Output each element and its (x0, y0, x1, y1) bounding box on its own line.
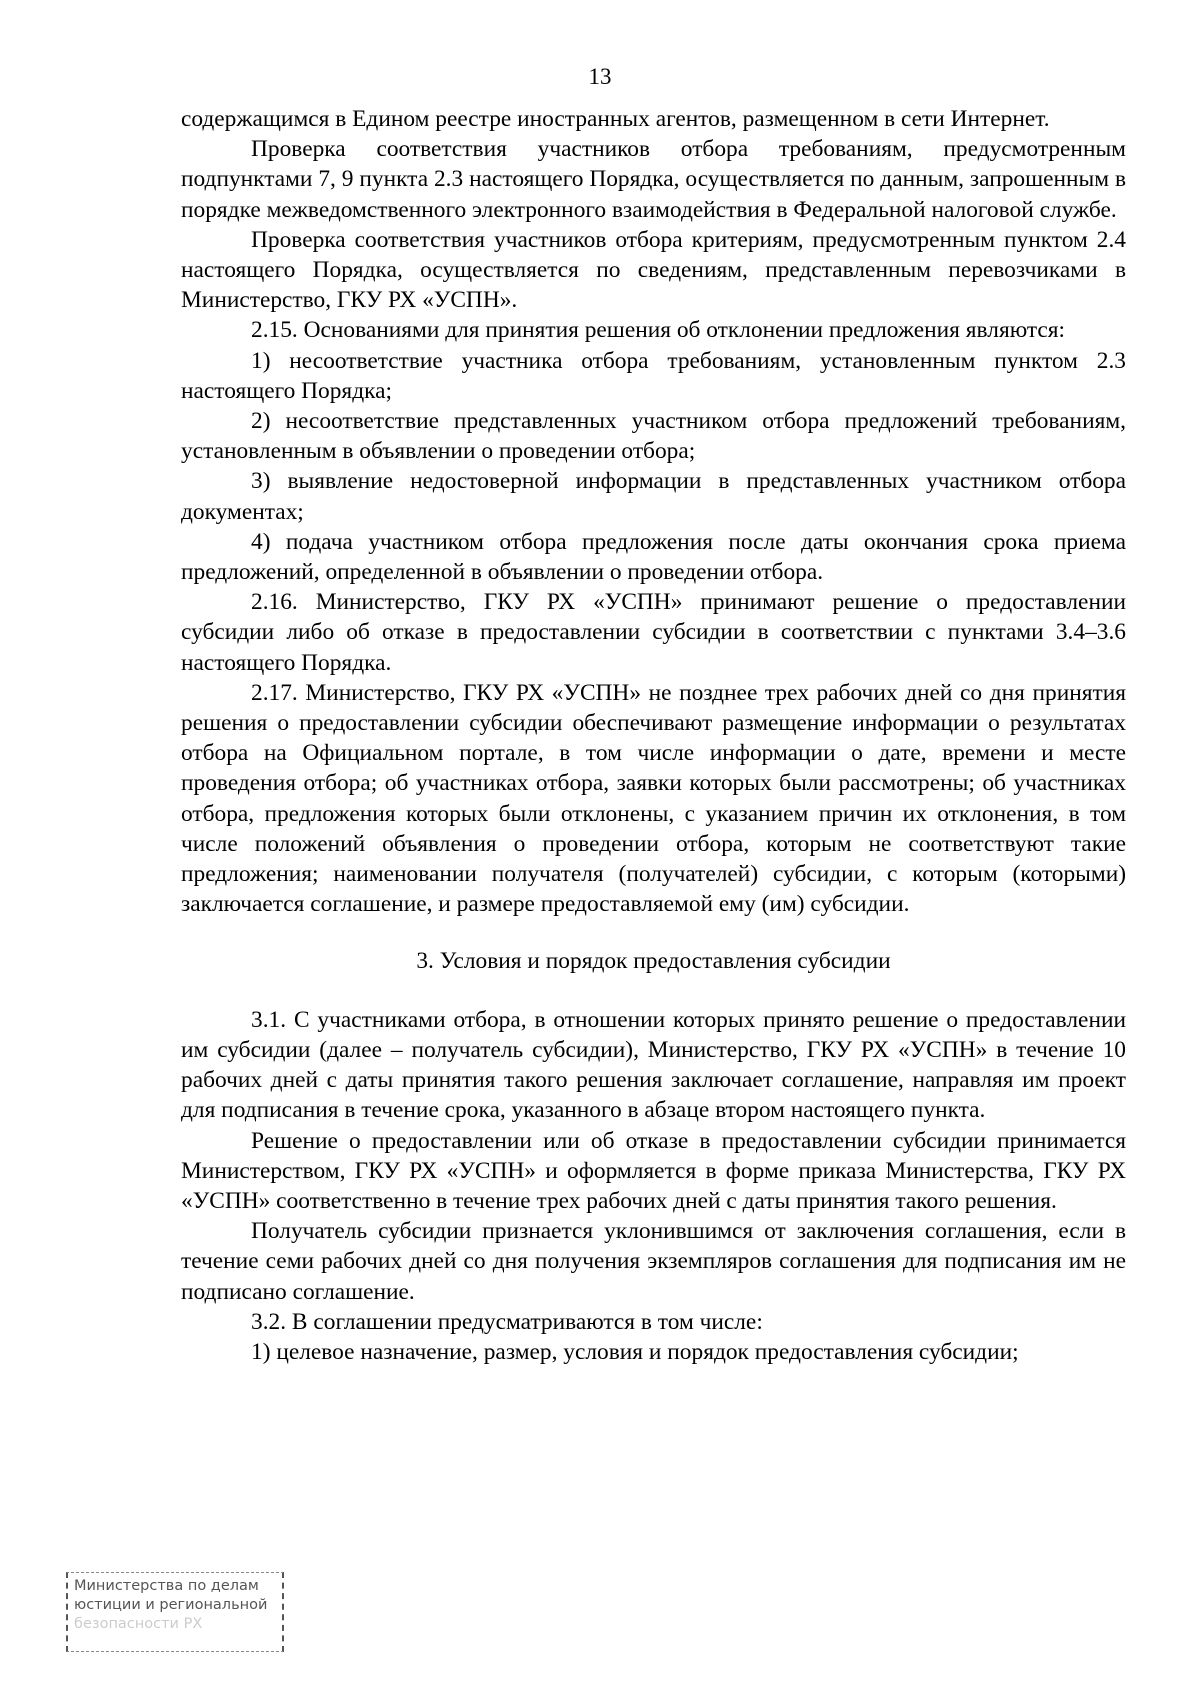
document-body (181, 104, 1126, 1367)
paragraph: Получатель субсидии признается уклонившимся от заключения соглашения, если в течение семи рабочих дней со дня получения экземпляров соглашения для подписания им не подписано соглашение. (181, 1218, 1126, 1305)
paragraph: 3) выявление недостоверной информации в представленных участником отбора документах; (181, 468, 1126, 525)
paragraph: 2.16. Министерство, ГКУ РХ «УСПН» принимают решение о предоставлении субсидии либо об отказе в предоставлении субсидии в соответствии с пунктами 3.4–3.6 настоящего Порядка. (181, 589, 1126, 676)
stamp-line-2: юстиции и региональной (74, 1597, 268, 1613)
paragraph: 3.1. С участниками отбора, в отношении которых принято решение о предоставлении им субсидии (далее – получатель субсидии), Министерство, ГКУ РХ «УСПН» в течение 10 рабочих дней с даты принятия такого решения заключает соглашение, направляя им проект для подписания в течение срока, указанного в абзаце втором настоящего пункта. (181, 1006, 1126, 1124)
paragraph: 2.17. Министерство, ГКУ РХ «УСПН» не позднее трех рабочих дней со дня принятия решения о предоставлении субсидии обеспечивают размещение информации о результатах отбора на Официальном портале, в том числе информации о дате, времени и месте проведения отбора; об участниках отбора, заявки которых были рассмотрены; об участниках отбора, предложения которых были отклонены, с указанием причин их отклонения, в том числе положений объявления о проведении отбора, которым не соответствуют такие предложения; наименовании получателя (получателей) субсидии, с которым (которыми) заключается соглашение, и размере предоставляемой ему (им) субсидии. (181, 679, 1126, 918)
paragraphs-before-heading (181, 104, 1126, 919)
paragraph: 3.2. В соглашении предусматриваются в том числе: (251, 1308, 763, 1335)
paragraph: Решение о предоставлении или об отказе в предоставлении субсидии принимается Министерством, ГКУ РХ «УСПН» и оформляется в форме приказа Министерства, ГКУ РХ «УСПН» соответственно в течение трех рабочих дней с даты принятия такого решения. (181, 1127, 1126, 1214)
registration-stamp (66, 1572, 284, 1652)
paragraphs-after-heading (181, 1005, 1126, 1367)
paragraph: 2) несоответствие представленных участником отбора предложений требованиям, установленным в объявлении о проведении отбора; (181, 408, 1126, 465)
paragraph: 1) целевое назначение, размер, условия и порядок предоставления субсидии; (251, 1338, 1019, 1365)
paragraph: 1) несоответствие участника отбора требованиям, установленным пунктом 2.3 настоящего Порядка; (181, 347, 1126, 404)
section-heading: 3. Условия и порядок предоставления субсидии (416, 948, 891, 975)
paragraph: 4) подача участником отбора предложения после даты окончания срока приема предложений, определенной в объявлении о проведении отбора. (181, 528, 1126, 586)
paragraph: Проверка соответствия участников отбора критериям, предусмотренным пунктом 2.4 настоящего Порядка, осуществляется по сведениям, представленным перевозчиками в Министерство, ГКУ РХ «УСПН». (181, 226, 1126, 314)
stamp-line-3: безопасности РХ (74, 1616, 203, 1632)
paragraph: Проверка соответствия участников отбора требованиям, предусмотренным подпунктами 7, 9 пункта 2.3 настоящего Порядка, осуществляется по данным, запрошенным в порядке межведомственного электронного взаимодействия в Федеральной налоговой службе. (181, 136, 1126, 223)
paragraph: 2.15. Основаниями для принятия решения об отклонении предложения являются: (251, 317, 1066, 344)
page-number: 13 (588, 64, 612, 89)
stamp-line-1: Министерства по делам (74, 1578, 259, 1594)
paragraph: содержащимся в Едином реестре иностранных агентов, размещенном в сети Интернет. (181, 106, 1050, 132)
